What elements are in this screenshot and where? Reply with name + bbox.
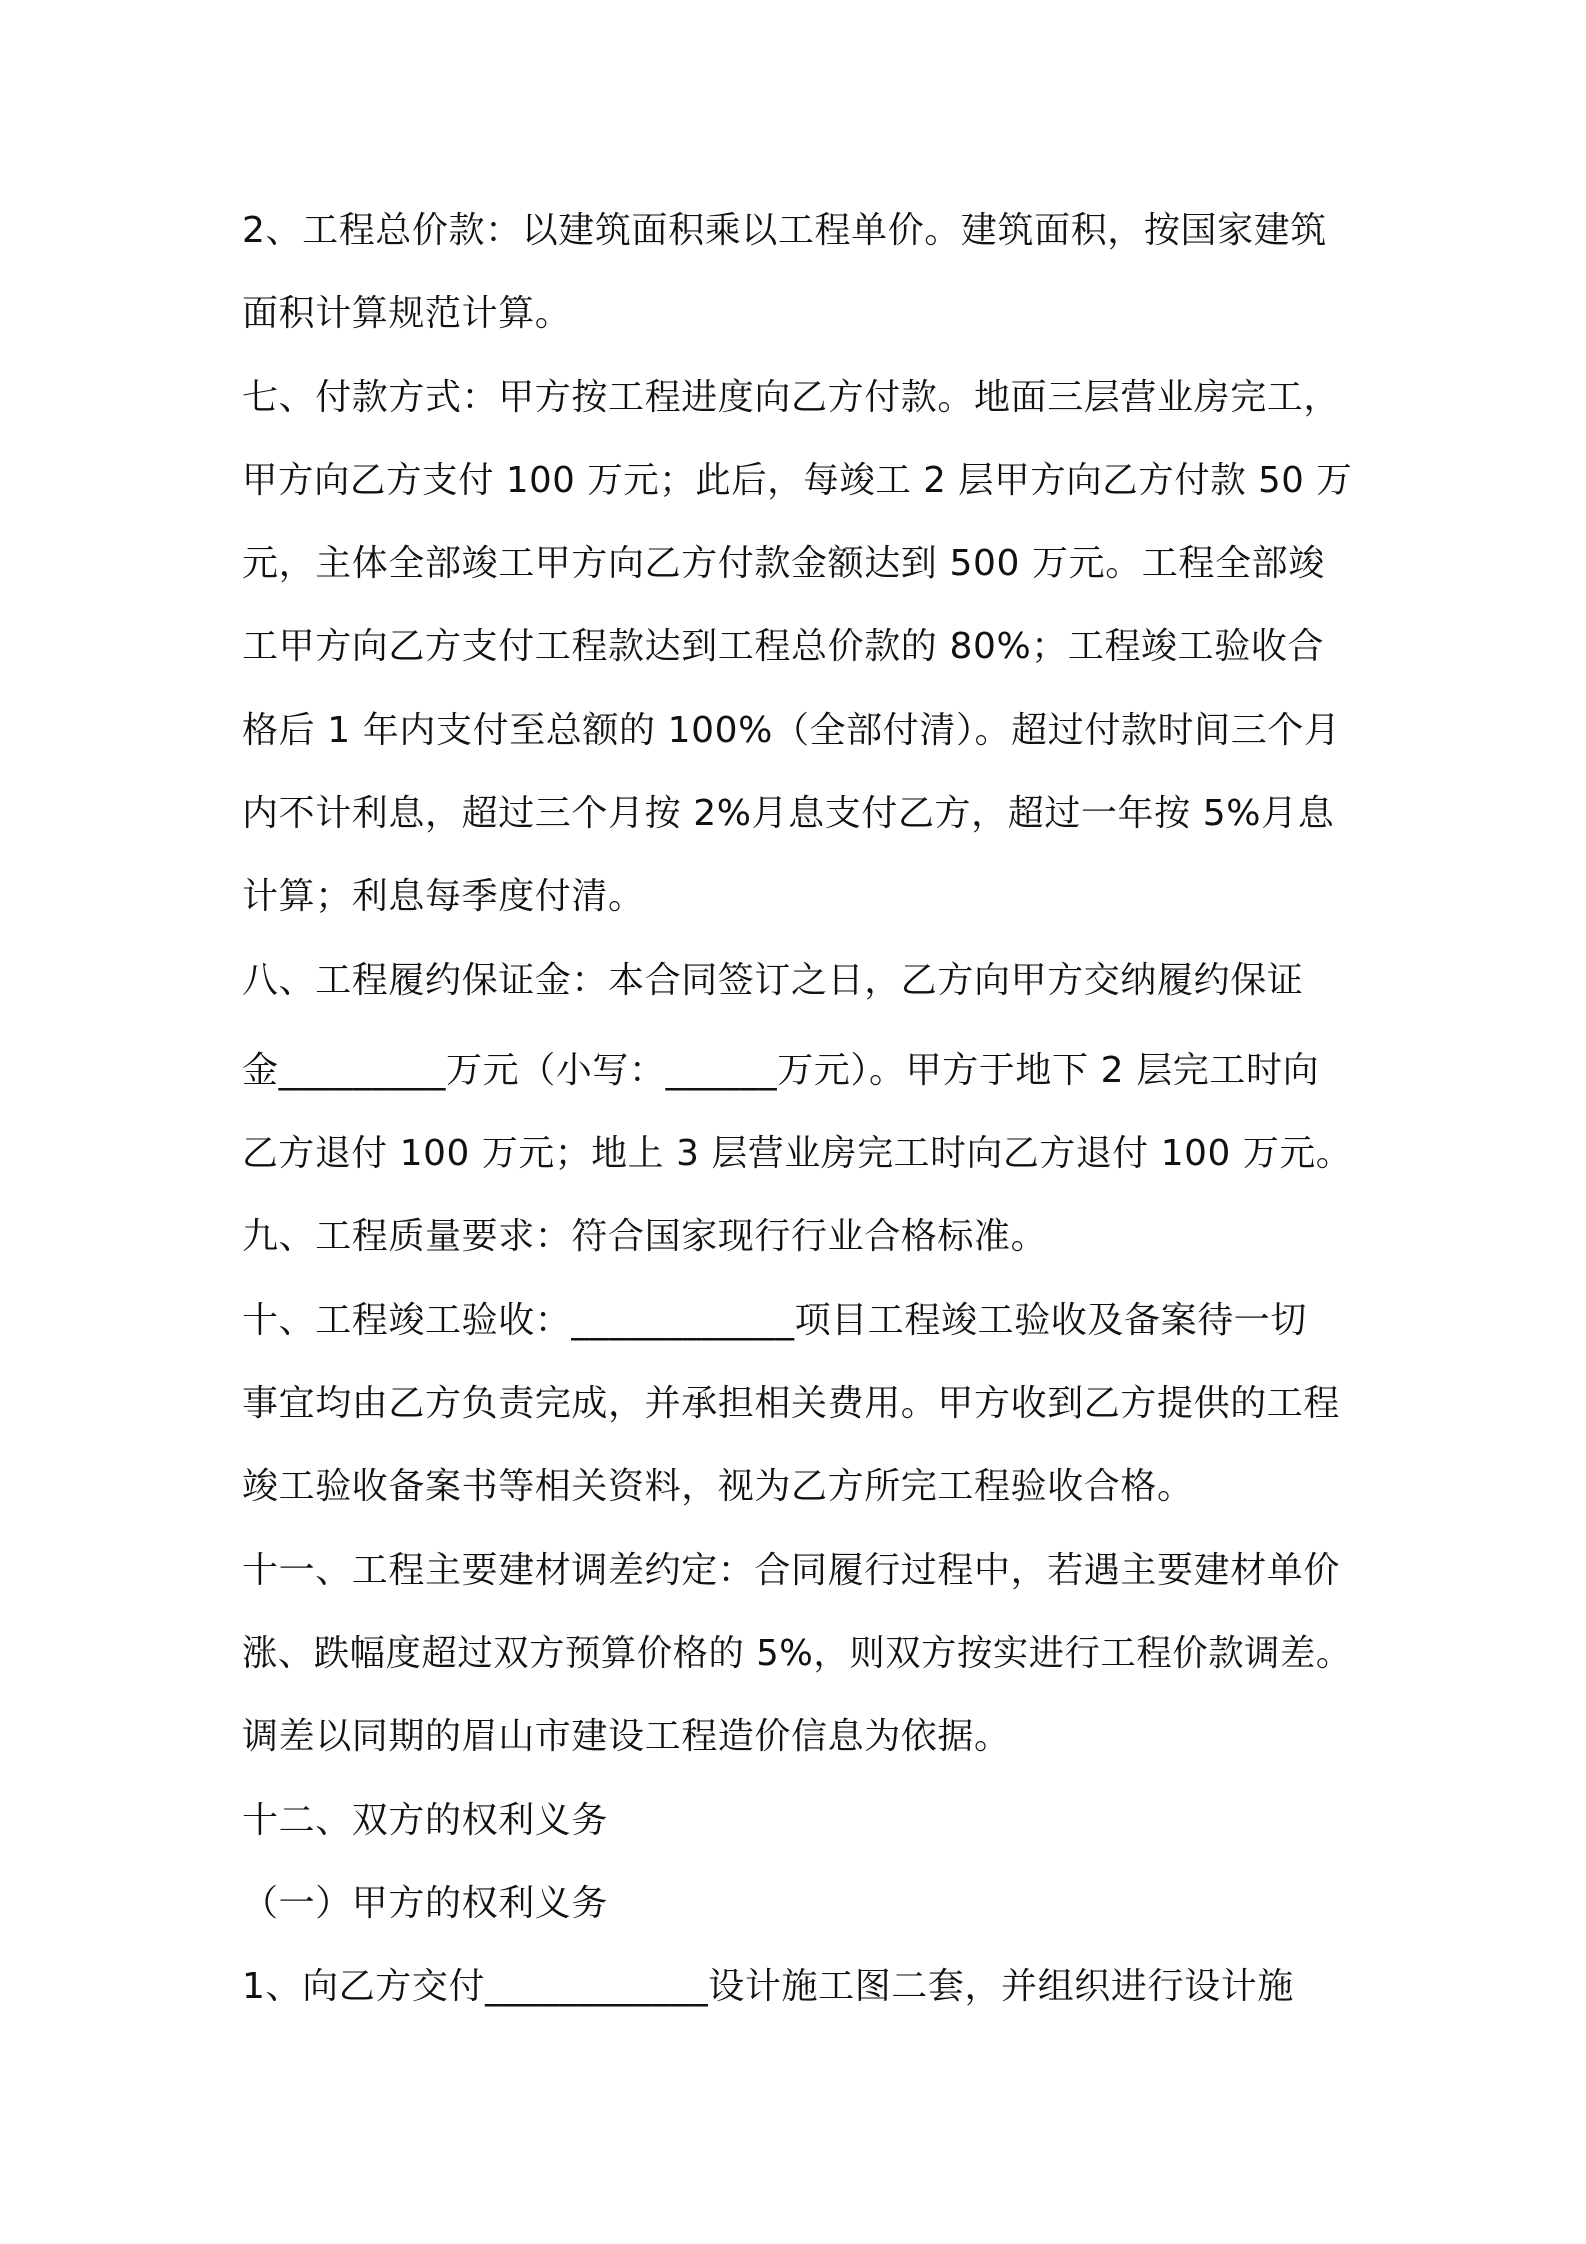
text-line: 金_________万元（小写：______万元）。甲方于地下 2 层完工时向 (242, 1050, 1320, 1091)
text-line: 面积计算规范计算。 (242, 293, 572, 334)
text-line: 九、工程质量要求：符合国家现行行业合格标准。 (242, 1216, 1048, 1257)
text-line: 2、工程总价款：以建筑面积乘以工程单价。建筑面积，按国家建筑 (242, 210, 1327, 251)
text-line: 十二、双方的权利义务 (242, 1800, 609, 1841)
text-line: 格后 1 年内支付至总额的 100%（全部付清）。超过付款时间三个月 (242, 710, 1341, 751)
text-line: 乙方退付 100 万元；地上 3 层营业房完工时向乙方退付 100 万元。 (242, 1133, 1353, 1174)
text-line: 内不计利息，超过三个月按 2%月息支付乙方，超过一年按 5%月息 (242, 793, 1335, 834)
text-line: 1、向乙方交付____________设计施工图二套，并组织进行设计施 (242, 1966, 1294, 2007)
text-line: 甲方向乙方支付 100 万元；此后，每竣工 2 层甲方向乙方付款 50 万 (242, 460, 1353, 501)
text-line: 调差以同期的眉山市建设工程造价信息为依据。 (242, 1716, 1011, 1757)
text-line: （一）甲方的权利义务 (242, 1883, 609, 1924)
text-line: 计算；利息每季度付清。 (242, 876, 645, 917)
text-line: 十一、工程主要建材调差约定：合同履行过程中，若遇主要建材单价 (242, 1550, 1341, 1591)
text-line: 事宜均由乙方负责完成，并承担相关费用。甲方收到乙方提供的工程 (242, 1383, 1341, 1424)
text-line: 七、付款方式：甲方按工程进度向乙方付款。地面三层营业房完工， (242, 377, 1341, 418)
text-line: 竣工验收备案书等相关资料，视为乙方所完工程验收合格。 (242, 1466, 1194, 1507)
text-line: 十、工程竣工验收：____________项目工程竣工验收及备案待一切 (242, 1300, 1307, 1341)
text-line: 涨、跌幅度超过双方预算价格的 5%，则双方按实进行工程价款调差。 (242, 1633, 1352, 1674)
text-line: 八、工程履约保证金：本合同签订之日，乙方向甲方交纳履约保证 (242, 960, 1304, 1001)
text-line: 工甲方向乙方支付工程款达到工程总价款的 80%；工程竣工验收合 (242, 626, 1325, 667)
text-line: 元，主体全部竣工甲方向乙方付款金额达到 500 万元。工程全部竣 (242, 543, 1325, 584)
